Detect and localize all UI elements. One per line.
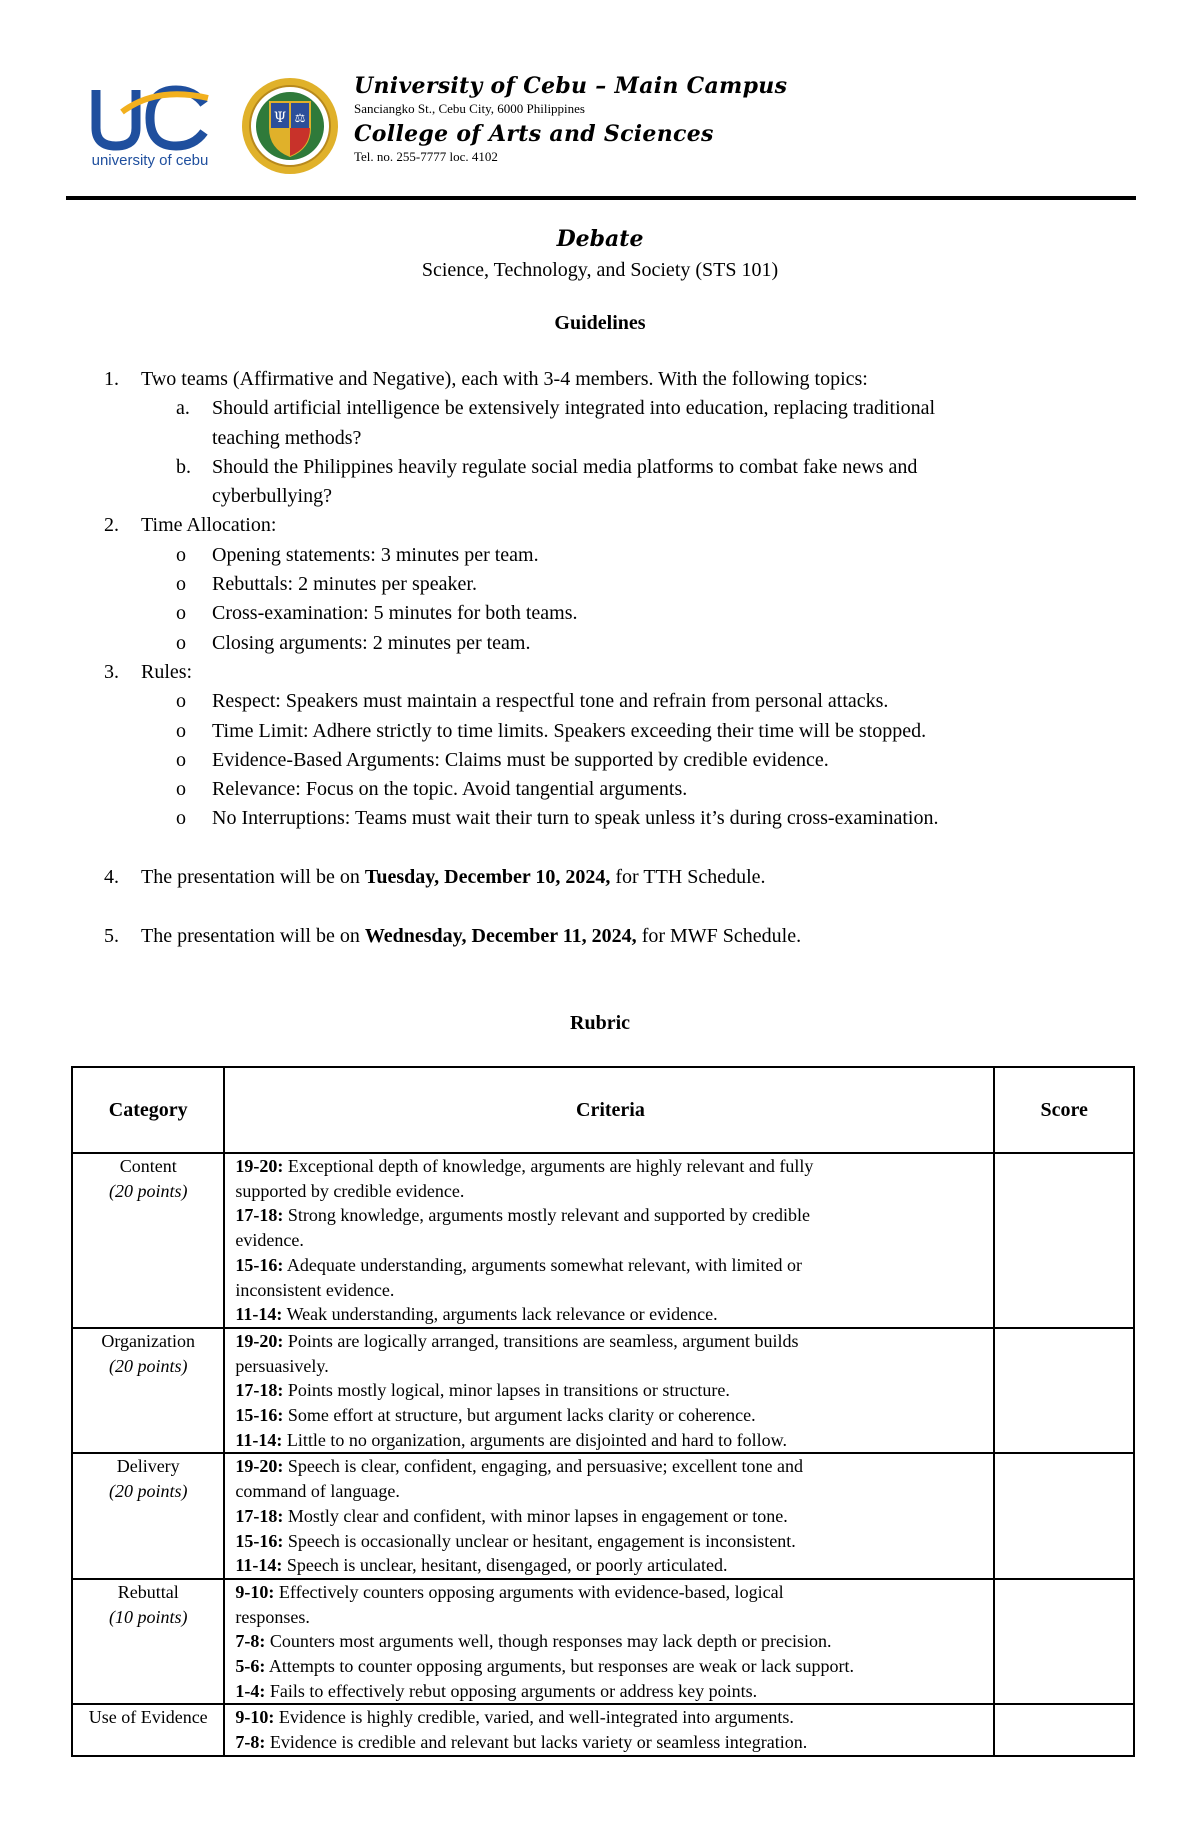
bullet-icon: o bbox=[176, 748, 186, 771]
letterhead bbox=[70, 70, 1135, 190]
bullet-icon: o bbox=[176, 543, 186, 566]
list-item: 1. Two teams (Affirmative and Negative), each with 3-4 members. With the following topics: bbox=[104, 368, 868, 390]
table-row bbox=[72, 1453, 1134, 1579]
category-cell bbox=[72, 1704, 224, 1755]
criteria-line: 19-20: Speech is clear, confident, engaging, and persuasive; excellent tone and bbox=[235, 1456, 803, 1477]
criteria-header: Criteria bbox=[224, 1067, 994, 1153]
table-header-row bbox=[72, 1067, 1134, 1153]
telephone-number: Tel. no. 255-7777 loc. 4102 bbox=[354, 149, 498, 164]
college-seal-icon bbox=[240, 76, 340, 176]
criteria-line: inconsistent evidence. bbox=[235, 1279, 395, 1300]
criteria-line: 15-16: Some effort at structure, but argument lacks clarity or coherence. bbox=[235, 1405, 756, 1426]
university-name: University of Cebu – Main Campus bbox=[354, 73, 788, 99]
category-name: Content bbox=[119, 1156, 177, 1176]
score-range: 11-14: bbox=[235, 1429, 283, 1450]
uc-logo bbox=[76, 82, 224, 174]
score-range: 11-14: bbox=[235, 1555, 283, 1576]
presentation-date-mwf: Wednesday, December 11, 2024, bbox=[364, 924, 637, 947]
score-range: 7-8: bbox=[235, 1732, 266, 1753]
guidelines-heading: Guidelines bbox=[554, 312, 646, 334]
category-header: Category bbox=[72, 1067, 224, 1153]
score-range: 19-20: bbox=[235, 1156, 284, 1176]
header-divider bbox=[66, 196, 1136, 200]
bullet-icon: o bbox=[176, 602, 186, 625]
score-range: 15-16: bbox=[235, 1405, 284, 1426]
bullet-icon: o bbox=[176, 719, 186, 742]
category-points: (20 points) bbox=[108, 1355, 188, 1376]
svg-text:Ψ: Ψ bbox=[273, 110, 287, 126]
criteria-line: 9-10: Evidence is highly credible, varied, and well-integrated into arguments. bbox=[235, 1707, 794, 1728]
university-address: Sanciangko St., Cebu City, 6000 Philippines bbox=[354, 101, 585, 116]
list-item: o Cross-examination: 5 minutes for both teams. bbox=[0, 599, 1200, 628]
score-cell[interactable] bbox=[994, 1453, 1134, 1579]
criteria-cell bbox=[224, 1453, 994, 1579]
criteria-line: 15-16: Adequate understanding, arguments somewhat relevant, with limited or bbox=[235, 1254, 802, 1275]
table-row bbox=[72, 1579, 1134, 1705]
score-cell[interactable] bbox=[994, 1579, 1134, 1705]
category-name: Delivery bbox=[116, 1456, 180, 1477]
criteria-line: 19-20: Exceptional depth of knowledge, arguments are highly relevant and fully bbox=[235, 1156, 814, 1176]
svg-text:⚖: ⚖ bbox=[294, 111, 306, 125]
list-item: teaching methods? bbox=[212, 426, 362, 449]
list-item: o No Interruptions: Teams must wait their turn to speak unless it’s during cross-examination. bbox=[0, 804, 1200, 833]
bullet-icon: o bbox=[176, 807, 186, 830]
rubric-heading: Rubric bbox=[570, 1012, 630, 1034]
criteria-line: 5-6: Attempts to counter opposing arguments, but responses are weak or lack support. bbox=[235, 1656, 854, 1677]
category-points: (20 points) bbox=[108, 1481, 188, 1502]
bullet-icon: o bbox=[176, 690, 186, 713]
list-item: o Time Limit: Adhere strictly to time limits. Speakers exceeding their time will be stopped. bbox=[0, 717, 1200, 746]
score-range: 15-16: bbox=[235, 1254, 284, 1275]
criteria-line: 15-16: Speech is occasionally unclear or hesitant, engagement is inconsistent. bbox=[235, 1530, 796, 1551]
uc-logo-mark bbox=[76, 82, 224, 152]
score-range: 5-6: bbox=[235, 1656, 266, 1677]
list-item: o Opening statements: 3 minutes per team. bbox=[0, 541, 1200, 570]
criteria-line: 9-10: Effectively counters opposing arguments with evidence-based, logical bbox=[235, 1581, 784, 1602]
criteria-line: persuasively. bbox=[235, 1355, 329, 1376]
rubric-table bbox=[71, 1066, 1135, 1757]
criteria-line: 7-8: Evidence is credible and relevant but lacks variety or seamless integration. bbox=[235, 1732, 808, 1753]
list-item: 3. Rules: bbox=[104, 660, 193, 683]
list-item: o Rebuttals: 2 minutes per speaker. bbox=[0, 570, 1200, 599]
score-range: 9-10: bbox=[235, 1707, 275, 1728]
table-row bbox=[72, 1704, 1134, 1755]
college-name: College of Arts and Sciences bbox=[354, 121, 714, 147]
category-cell bbox=[72, 1328, 224, 1454]
criteria-cell bbox=[224, 1328, 994, 1454]
category-cell bbox=[72, 1453, 224, 1579]
bullet-icon: o bbox=[176, 778, 186, 801]
list-item: a. Should artificial intelligence be extensively integrated into education, replacing traditional bbox=[176, 397, 936, 420]
letterhead-titles bbox=[354, 72, 787, 165]
uc-logo-subtext: university of cebu bbox=[91, 152, 209, 169]
criteria-cell bbox=[224, 1579, 994, 1705]
score-header: Score bbox=[994, 1067, 1134, 1153]
score-range: 11-14: bbox=[235, 1304, 283, 1325]
criteria-line: 17-18: Mostly clear and confident, with minor lapses in engagement or tone. bbox=[235, 1505, 788, 1526]
guidelines-list bbox=[0, 365, 1200, 951]
criteria-line: 19-20: Points are logically arranged, transitions are seamless, argument builds bbox=[235, 1330, 799, 1351]
table-row bbox=[72, 1328, 1134, 1454]
score-range: 15-16: bbox=[235, 1530, 284, 1551]
criteria-line: 11-14: Little to no organization, arguments are disjointed and hard to follow. bbox=[235, 1429, 787, 1450]
category-points: (20 points) bbox=[108, 1180, 188, 1201]
criteria-line: 7-8: Counters most arguments well, though responses may lack depth or precision. bbox=[235, 1631, 832, 1652]
category-cell bbox=[72, 1579, 224, 1705]
criteria-line: 11-14: Weak understanding, arguments lack relevance or evidence. bbox=[235, 1304, 718, 1325]
score-cell[interactable] bbox=[994, 1153, 1134, 1328]
criteria-line: 17-18: Points mostly logical, minor lapses in transitions or structure. bbox=[235, 1380, 730, 1401]
score-range: 7-8: bbox=[235, 1631, 266, 1652]
criteria-line: 1-4: Fails to effectively rebut opposing arguments or address key points. bbox=[235, 1680, 758, 1701]
presentation-date-tth: Tuesday, December 10, 2024, bbox=[364, 866, 611, 889]
bullet-icon: o bbox=[176, 573, 186, 596]
list-item: o Closing arguments: 2 minutes per team. bbox=[0, 629, 1200, 658]
score-range: 19-20: bbox=[235, 1330, 284, 1351]
bullet-icon: o bbox=[176, 631, 186, 654]
category-cell bbox=[72, 1153, 224, 1328]
list-item: 5. The presentation will be on Wednesday, December 11, 2024, for MWF Schedule. bbox=[104, 924, 802, 947]
course-subtitle: Science, Technology, and Society (STS 101) bbox=[421, 259, 779, 281]
score-range: 17-18: bbox=[235, 1380, 284, 1401]
score-range: 17-18: bbox=[235, 1505, 284, 1526]
list-item: b. Should the Philippines heavily regulate social media platforms to combat fake news and bbox=[176, 455, 918, 478]
table-row bbox=[72, 1153, 1134, 1328]
criteria-line: 17-18: Strong knowledge, arguments mostly relevant and supported by credible bbox=[235, 1205, 810, 1226]
criteria-line: responses. bbox=[235, 1606, 310, 1627]
category-name: Use of Evidence bbox=[88, 1707, 208, 1728]
list-item: o Relevance: Focus on the topic. Avoid tangential arguments. bbox=[0, 775, 1200, 804]
criteria-line: command of language. bbox=[235, 1481, 400, 1502]
criteria-cell bbox=[224, 1153, 994, 1328]
category-name: Rebuttal bbox=[117, 1581, 179, 1602]
category-name: Organization bbox=[101, 1330, 196, 1351]
list-item: cyberbullying? bbox=[212, 485, 332, 508]
score-range: 17-18: bbox=[235, 1205, 284, 1226]
criteria-line: evidence. bbox=[235, 1230, 304, 1251]
score-range: 1-4: bbox=[235, 1680, 266, 1701]
list-item: o Evidence-Based Arguments: Claims must be supported by credible evidence. bbox=[0, 746, 1200, 775]
list-item: o Respect: Speakers must maintain a respectful tone and refrain from personal attacks. bbox=[0, 687, 1200, 716]
document-title: Debate bbox=[556, 226, 644, 252]
category-points: (10 points) bbox=[108, 1606, 188, 1627]
criteria-line: 11-14: Speech is unclear, hesitant, disengaged, or poorly articulated. bbox=[235, 1555, 728, 1576]
criteria-cell bbox=[224, 1704, 994, 1755]
criteria-line: supported by credible evidence. bbox=[235, 1180, 465, 1201]
list-item: 4. The presentation will be on Tuesday, December 10, 2024, for TTH Schedule. bbox=[104, 866, 766, 889]
list-item: 2. Time Allocation: bbox=[104, 514, 277, 537]
score-range: 19-20: bbox=[235, 1456, 284, 1477]
score-range: 9-10: bbox=[235, 1581, 275, 1602]
score-cell[interactable] bbox=[994, 1328, 1134, 1454]
score-cell[interactable] bbox=[994, 1704, 1134, 1755]
